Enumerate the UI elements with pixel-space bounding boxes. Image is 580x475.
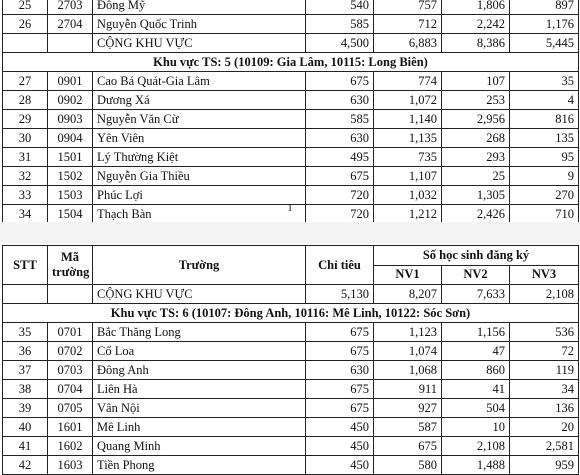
- results-table-page-2: [2, 245, 579, 475]
- header-stt: STT: [3, 246, 48, 285]
- cell-school-code: 1603: [48, 456, 93, 475]
- cell-nv2: 1,305: [442, 186, 510, 205]
- cell-school-name: Thạch Bàn: [93, 205, 306, 224]
- table-row: [3, 361, 579, 380]
- header-truong: Trường: [93, 246, 306, 285]
- table-row: [3, 110, 579, 129]
- header-nv3: NV3: [510, 265, 579, 285]
- total-nv3: 2,108: [510, 285, 579, 304]
- cell-nv1: 911: [374, 380, 442, 399]
- cell-stt: 25: [3, 0, 48, 15]
- total-row: [3, 285, 579, 304]
- cell-chi-tieu: 675: [306, 167, 374, 186]
- table-row: [3, 91, 579, 110]
- cell-nv3: 270: [510, 186, 579, 205]
- cell-nv3: 135: [510, 129, 579, 148]
- cell-school-name: Phúc Lợi: [93, 186, 306, 205]
- cell-chi-tieu: 675: [306, 399, 374, 418]
- region-row: [3, 304, 579, 323]
- cell-nv1: 927: [374, 399, 442, 418]
- cell-nv2: 1,806: [442, 0, 510, 15]
- cell-nv1: 1,032: [374, 186, 442, 205]
- cell-school-name: Tiền Phong: [93, 456, 306, 475]
- cell-nv1: 1,140: [374, 110, 442, 129]
- table-row: [3, 418, 579, 437]
- cell-nv3: 95: [510, 148, 579, 167]
- cell-nv2: 47: [442, 342, 510, 361]
- cell-school-name: Yên Viên: [93, 129, 306, 148]
- cell-school-name: Nguyễn Quốc Trinh: [93, 15, 306, 34]
- cell-nv1: 1,107: [374, 167, 442, 186]
- cell-nv2: 268: [442, 129, 510, 148]
- cell-stt: 36: [3, 342, 48, 361]
- cell-nv3: 536: [510, 323, 579, 342]
- cell-nv3: 9: [510, 167, 579, 186]
- cell-nv1: 712: [374, 15, 442, 34]
- cell-chi-tieu: 585: [306, 110, 374, 129]
- total-chi-tieu: 4,500: [306, 34, 374, 53]
- cell-stt: 31: [3, 148, 48, 167]
- region-row: [3, 53, 579, 72]
- cell-nv3: 136: [510, 399, 579, 418]
- cell-nv1: 587: [374, 418, 442, 437]
- cell-nv1: 1,135: [374, 129, 442, 148]
- table-row: [3, 167, 579, 186]
- cell-nv2: 293: [442, 148, 510, 167]
- cell-school-name: Dương Xá: [93, 91, 306, 110]
- cell-stt: 37: [3, 361, 48, 380]
- cell-school-name: Cao Bá Quát-Gia Lâm: [93, 72, 306, 91]
- cell-stt: 33: [3, 186, 48, 205]
- cell-nv1: 757: [374, 0, 442, 15]
- cell-nv1: 675: [374, 437, 442, 456]
- region-title: Khu vực TS: 5 (10109: Gia Lâm, 10115: Long Biên): [3, 53, 579, 72]
- cell-school-name: Vân Nội: [93, 399, 306, 418]
- cell-nv2: 2,956: [442, 110, 510, 129]
- cell-school-name: Mê Linh: [93, 418, 306, 437]
- cell-school-code: 0901: [48, 72, 93, 91]
- cell-nv1: 1,123: [374, 323, 442, 342]
- table-row: [3, 15, 579, 34]
- cell-nv2: 107: [442, 72, 510, 91]
- table-row: [3, 72, 579, 91]
- total-nv1: 6,883: [374, 34, 442, 53]
- total-row: [3, 34, 579, 53]
- cell-school-name: Bắc Thăng Long: [93, 323, 306, 342]
- cell-school-code: 0701: [48, 323, 93, 342]
- total-nv2: 8,386: [442, 34, 510, 53]
- cell-nv3: 2,581: [510, 437, 579, 456]
- cell-nv3: 72: [510, 342, 579, 361]
- cell-nv3: 119: [510, 361, 579, 380]
- cell-nv3: 897: [510, 0, 579, 15]
- header-row: [3, 246, 579, 266]
- cell-chi-tieu: 450: [306, 418, 374, 437]
- cell-stt: 40: [3, 418, 48, 437]
- cell-school-code: 0902: [48, 91, 93, 110]
- cell-school-code: 0703: [48, 361, 93, 380]
- cell-stt: 26: [3, 15, 48, 34]
- cell-school-name: Cổ Loa: [93, 342, 306, 361]
- table-row: [3, 437, 579, 456]
- total-nv3: 5,445: [510, 34, 579, 53]
- table-row: [3, 0, 579, 15]
- cell-nv1: 1,212: [374, 205, 442, 224]
- header-group: Số học sinh đăng ký: [374, 246, 579, 266]
- cell-stt: 32: [3, 167, 48, 186]
- cell-nv3: 4: [510, 91, 579, 110]
- cell-stt: 27: [3, 72, 48, 91]
- table-row: [3, 380, 579, 399]
- cell-school-code: 2704: [48, 15, 93, 34]
- cell-chi-tieu: 720: [306, 186, 374, 205]
- cell-nv1: 774: [374, 72, 442, 91]
- cell-stt: 30: [3, 129, 48, 148]
- cell-chi-tieu: 675: [306, 323, 374, 342]
- cell-chi-tieu: 630: [306, 129, 374, 148]
- cell-chi-tieu: 450: [306, 456, 374, 475]
- cell-school-code: 0903: [48, 110, 93, 129]
- cell-school-name: Nguyễn Gia Thiều: [93, 167, 306, 186]
- cell-nv2: 1,488: [442, 456, 510, 475]
- table-row: [3, 186, 579, 205]
- cell-nv3: 816: [510, 110, 579, 129]
- cell-school-code: 1501: [48, 148, 93, 167]
- cell-school-name: Nguyễn Văn Cừ: [93, 110, 306, 129]
- cell-school-code: 2703: [48, 0, 93, 15]
- cell-nv3: 1,176: [510, 15, 579, 34]
- cell-school-code: 0705: [48, 399, 93, 418]
- cell-nv2: 25: [442, 167, 510, 186]
- cell-school-name: Liên Hà: [93, 380, 306, 399]
- page-gap: [0, 222, 580, 244]
- cell-school-code: 1503: [48, 186, 93, 205]
- cell-nv2: 2,108: [442, 437, 510, 456]
- cell-chi-tieu: 630: [306, 91, 374, 110]
- cell-nv2: 860: [442, 361, 510, 380]
- cell-chi-tieu: 630: [306, 361, 374, 380]
- cell-nv2: 41: [442, 380, 510, 399]
- cell-nv1: 1,072: [374, 91, 442, 110]
- cell-stt: 29: [3, 110, 48, 129]
- table-row: [3, 342, 579, 361]
- cell-school-code: 1504: [48, 205, 93, 224]
- cell-nv3: 959: [510, 456, 579, 475]
- header-nv2: NV2: [442, 265, 510, 285]
- cell-school-code: 1602: [48, 437, 93, 456]
- cell-chi-tieu: 585: [306, 15, 374, 34]
- cell-chi-tieu: 720: [306, 205, 374, 224]
- total-nv2: 7,633: [442, 285, 510, 304]
- cell-school-name: Đông Anh: [93, 361, 306, 380]
- results-table-page-1: [2, 0, 579, 224]
- region-title: Khu vực TS: 6 (10107: Đông Anh, 10116: Mê Linh, 10122: Sóc Sơn): [3, 304, 579, 323]
- cell-nv3: 710: [510, 205, 579, 224]
- cell-nv2: 253: [442, 91, 510, 110]
- header-nv1: NV1: [374, 265, 442, 285]
- table-row: [3, 399, 579, 418]
- cell-nv2: 2,426: [442, 205, 510, 224]
- total-label: CỘNG KHU VỰC: [93, 285, 306, 304]
- total-nv1: 8,207: [374, 285, 442, 304]
- cell-nv3: 20: [510, 418, 579, 437]
- cell-school-code: 0702: [48, 342, 93, 361]
- cell-nv2: 504: [442, 399, 510, 418]
- cell-school-name: Quang Minh: [93, 437, 306, 456]
- header-chi-tieu: Chỉ tiêu: [306, 246, 374, 285]
- cell-nv2: 2,242: [442, 15, 510, 34]
- cell-chi-tieu: 675: [306, 380, 374, 399]
- cell-chi-tieu: 450: [306, 437, 374, 456]
- cell-stt: 28: [3, 91, 48, 110]
- cell-nv2: 1,156: [442, 323, 510, 342]
- page-number: 1: [287, 203, 293, 214]
- table-row: [3, 129, 579, 148]
- cell-stt: 38: [3, 380, 48, 399]
- cell-school-name: Lý Thường Kiệt: [93, 148, 306, 167]
- cell-chi-tieu: 675: [306, 72, 374, 91]
- cell-school-name: Đông Mỹ: [93, 0, 306, 15]
- cell-nv1: 735: [374, 148, 442, 167]
- cell-chi-tieu: 675: [306, 342, 374, 361]
- cell-school-code: 0904: [48, 129, 93, 148]
- total-label: CỘNG KHU VỰC: [93, 34, 306, 53]
- table-row: [3, 148, 579, 167]
- table-row: [3, 456, 579, 475]
- cell-chi-tieu: 540: [306, 0, 374, 15]
- cell-nv3: 34: [510, 380, 579, 399]
- cell-stt: 35: [3, 323, 48, 342]
- cell-nv1: 580: [374, 456, 442, 475]
- cell-nv3: 35: [510, 72, 579, 91]
- cell-nv1: 1,068: [374, 361, 442, 380]
- cell-school-code: 0704: [48, 380, 93, 399]
- cell-stt: 42: [3, 456, 48, 475]
- total-chi-tieu: 5,130: [306, 285, 374, 304]
- table-row: [3, 323, 579, 342]
- cell-stt: 39: [3, 399, 48, 418]
- cell-chi-tieu: 495: [306, 148, 374, 167]
- header-ma-truong: Mã trường: [48, 246, 93, 285]
- cell-school-code: 1502: [48, 167, 93, 186]
- cell-nv2: 10: [442, 418, 510, 437]
- cell-school-code: 1601: [48, 418, 93, 437]
- cell-stt: 34: [3, 205, 48, 224]
- cell-nv1: 1,074: [374, 342, 442, 361]
- cell-stt: 41: [3, 437, 48, 456]
